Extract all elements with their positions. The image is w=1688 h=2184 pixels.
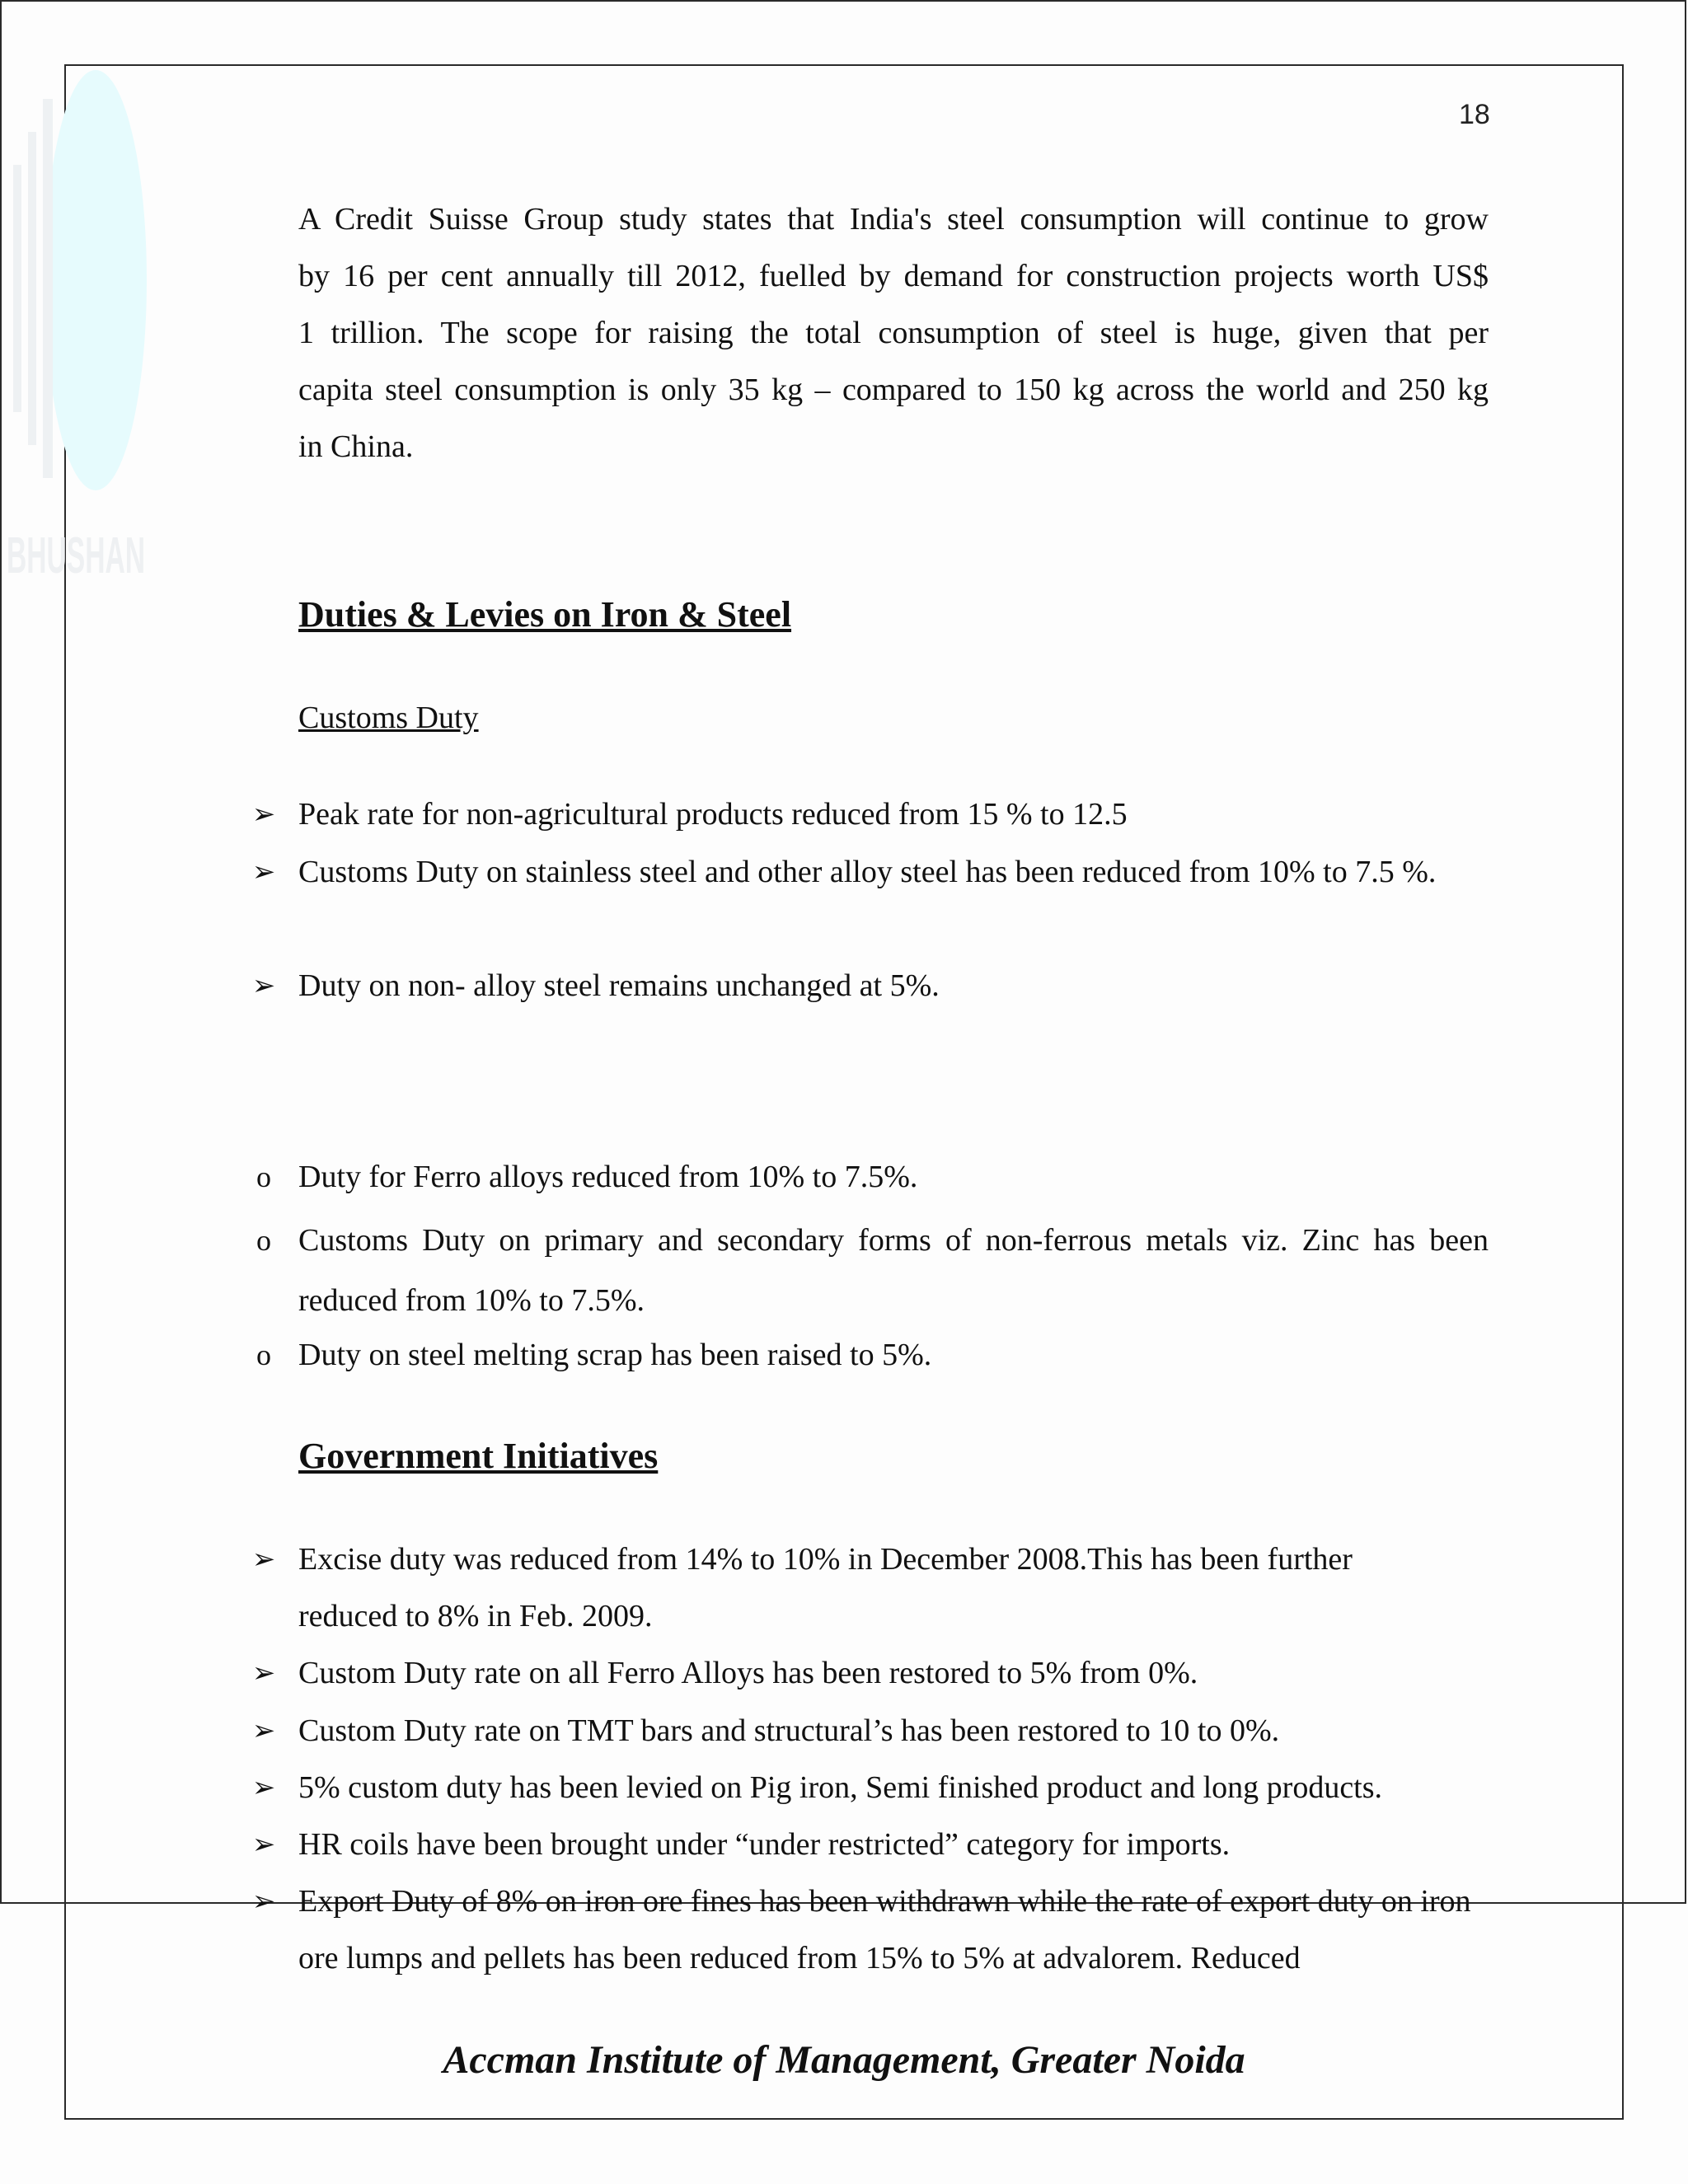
- arrow-bullet-icon: ➢: [251, 857, 276, 888]
- list-item-text: 5% custom duty has been levied on Pig iron, Semi finished product and long products.: [298, 1770, 1383, 1805]
- bhushan-logo-watermark: [0, 33, 157, 585]
- arrow-bullet-icon: ➢: [251, 971, 276, 1001]
- intro-line: in China.: [298, 429, 414, 464]
- circle-bullet-icon: o: [256, 1338, 271, 1371]
- heading-government-initiatives: Government Initiatives: [298, 1436, 659, 1476]
- list-item-text: Peak rate for non-agricultural products reduced from 15 % to 12.5: [298, 797, 1128, 832]
- page-number: 18: [1459, 99, 1490, 130]
- list-item-text: Duty for Ferro alloys reduced from 10% to 7.5%.: [298, 1160, 918, 1194]
- footer-institute: Accman Institute of Management, Greater Noida: [443, 2038, 1245, 2082]
- arrow-bullet-icon: ➢: [251, 1544, 276, 1575]
- intro-line: A Credit Suisse Group study states that India's steel consumption will continue to grow: [298, 202, 1489, 237]
- intro-line: 1 trillion. The scope for raising the total consumption of steel is huge, given that per: [298, 316, 1489, 350]
- list-item-text: Excise duty was reduced from 14% to 10% in December 2008.This has been further reduced to 8% in Feb. 2009.: [298, 1542, 1353, 1633]
- heading-duties-levies: Duties & Levies on Iron & Steel: [298, 594, 792, 635]
- arrow-bullet-icon: ➢: [251, 799, 276, 830]
- intro-line: capita steel consumption is only 35 kg – compared to 150 kg across the world and 250 kg: [298, 373, 1489, 407]
- circle-bullet-icon: o: [256, 1224, 271, 1257]
- intro-paragraph: [298, 191, 1489, 476]
- arrow-bullet-icon: ➢: [251, 1716, 276, 1746]
- list-item-text: Duty on steel melting scrap has been raised to 5%.: [298, 1338, 932, 1372]
- list-item-text: Duty on non- alloy steel remains unchanged at 5%.: [298, 968, 940, 1003]
- arrow-bullet-icon: ➢: [251, 1658, 276, 1689]
- list-item-text: Custom Duty rate on TMT bars and structural’s has been restored to 10 to 0%.: [298, 1713, 1280, 1748]
- list-item-text: Custom Duty rate on all Ferro Alloys has been restored to 5% from 0%.: [298, 1656, 1198, 1690]
- list-item-text: Customs Duty on stainless steel and other alloy steel has been reduced from 10% to 7.5 %.: [298, 855, 1437, 889]
- arrow-bullet-icon: ➢: [251, 1830, 276, 1860]
- list-item-text: HR coils have been brought under “under restricted” category for imports.: [298, 1827, 1231, 1862]
- list-item-text: Export Duty of 8% on iron ore fines has been withdrawn while the rate of export duty on iron ore lumps and pellets has been reduced from 15% to 5% at advalorem. Reduced: [298, 1884, 1471, 1975]
- arrow-bullet-icon: ➢: [251, 1886, 276, 1917]
- logo-cyan-shape: [45, 70, 147, 490]
- list-item-text: Customs Duty on primary and secondary forms of non-ferrous metals viz. Zinc has been reduced from 10% to 7.5%.: [298, 1223, 1489, 1318]
- arrow-bullet-icon: ➢: [251, 1773, 276, 1803]
- intro-line: by 16 per cent annually till 2012, fuelled by demand for construction projects worth US$: [298, 259, 1489, 293]
- circle-bullet-icon: o: [256, 1160, 271, 1193]
- logo-text: BHUSHAN: [7, 527, 145, 584]
- subheading-customs-duty: Customs Duty: [298, 701, 479, 735]
